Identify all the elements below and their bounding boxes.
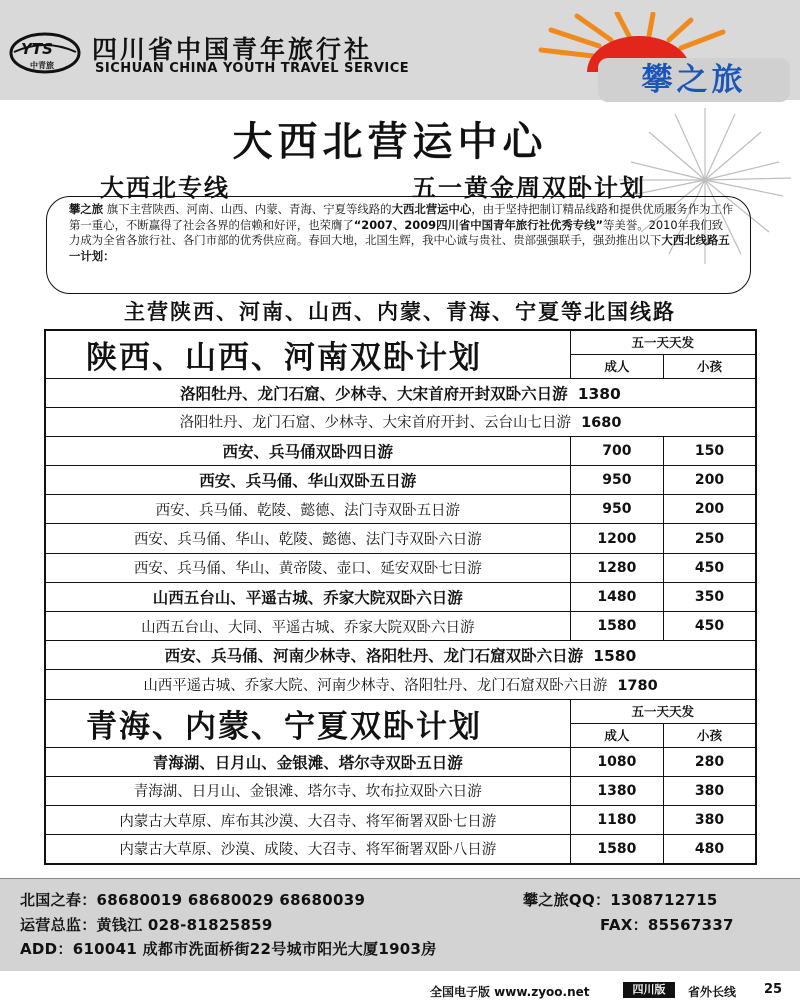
route-price: 1580 <box>593 647 637 666</box>
footer-phone-line: 北国之春：68680019 68680029 68680039 <box>20 891 366 909</box>
child-column-header: 小孩 <box>664 723 756 747</box>
bottom-strip <box>0 979 800 1000</box>
table-row <box>45 407 756 436</box>
child-price: 150 <box>664 436 756 465</box>
child-column-header: 小孩 <box>664 354 756 378</box>
subtitle-northwest-line: 大西北专线 <box>100 174 230 202</box>
adult-price: 1580 <box>570 612 663 641</box>
org-name-cn: 四川省中国青年旅行社 <box>92 35 373 64</box>
table-row <box>45 670 756 699</box>
table-row <box>45 378 756 407</box>
table-row <box>45 582 756 611</box>
intro-brand: 攀之旅 <box>69 202 104 216</box>
route-name: 西安、兵马俑、华山、黄帝陵、壶口、延安双卧七日游 <box>45 553 570 582</box>
footer-address: ADD：610041 成都市洗面桥街22号城市阳光大厦1903房 <box>20 940 437 958</box>
route-name: 洛阳牡丹、龙门石窟、少林寺、大宋首府开封、云台山七日游 <box>179 415 572 432</box>
route-name: 内蒙古大草原、库布其沙漠、大召寺、将军衙署双卧七日游 <box>45 805 570 834</box>
section-title: 青海、内蒙、宁夏双卧计划 <box>45 699 570 747</box>
subtitle-mayday-plan: 五一黄金周双卧计划 <box>412 174 646 202</box>
table-row <box>45 641 756 670</box>
footer-fax: FAX：85567337 <box>600 916 734 934</box>
table-row <box>45 612 756 641</box>
route-name: 西安、兵马俑、华山、乾陵、懿德、法门寺双卧六日游 <box>45 524 570 553</box>
child-price: 250 <box>664 524 756 553</box>
svg-text:YTS: YTS <box>21 40 53 58</box>
section-label: 省外长线 <box>688 985 737 999</box>
departure-label: 五一天天发 <box>570 699 756 723</box>
page-number: 25 <box>764 982 783 997</box>
intro-paragraph-box <box>46 196 751 294</box>
route-price: 1380 <box>577 384 621 403</box>
table-row <box>45 805 756 834</box>
child-price: 200 <box>664 466 756 495</box>
route-name: 西安、兵马俑、华山双卧五日游 <box>45 466 570 495</box>
adult-price: 1200 <box>570 524 663 553</box>
child-price: 280 <box>664 747 756 776</box>
adult-price: 1080 <box>570 747 663 776</box>
table-row <box>45 553 756 582</box>
route-name: 青海湖、日月山、金银滩、塔尔寺、坎布拉双卧六日游 <box>45 776 570 805</box>
route-cell-combined <box>45 641 756 670</box>
edition-badge: 四川版 <box>623 982 675 998</box>
adult-column-header: 成人 <box>570 354 663 378</box>
logo-caption: 中青旅 <box>30 61 54 70</box>
route-name: 内蒙古大草原、沙漠、成陵、大召寺、将军衙署双卧八日游 <box>45 835 570 864</box>
table-row <box>45 747 756 776</box>
table-row <box>45 524 756 553</box>
route-name: 洛阳牡丹、龙门石窟、少林寺、大宋首府开封双卧六日游 <box>180 384 568 403</box>
child-price: 480 <box>664 835 756 864</box>
route-cell-combined <box>45 378 756 407</box>
org-name-en: SICHUAN CHINA YOUTH TRAVEL SERVICE <box>95 61 410 76</box>
route-cell-combined <box>45 407 756 436</box>
adult-price: 1380 <box>570 776 663 805</box>
route-cell-combined <box>45 670 756 699</box>
brand-logo-pan-zhi-lv: 攀之旅 <box>598 58 790 102</box>
section-header-row <box>45 699 756 723</box>
cyts-logo-icon <box>8 30 82 76</box>
intro-center-name: 大西北营运中心 <box>391 202 472 216</box>
route-name: 山西五台山、大同、平遥古城、乔家大院双卧六日游 <box>45 612 570 641</box>
section-title: 陕西、山西、河南双卧计划 <box>45 330 570 378</box>
route-name: 西安、兵马俑、乾陵、懿德、法门寺双卧五日游 <box>45 495 570 524</box>
route-name: 青海湖、日月山、金银滩、塔尔寺双卧五日游 <box>45 747 570 776</box>
adult-price: 950 <box>570 495 663 524</box>
adult-column-header: 成人 <box>570 723 663 747</box>
route-name: 西安、兵马俑双卧四日游 <box>45 436 570 465</box>
child-price: 380 <box>664 776 756 805</box>
route-price: 1780 <box>617 677 658 694</box>
adult-price: 700 <box>570 436 663 465</box>
intro-award: “2007、2009四川省中国青年旅行社优秀专线” <box>353 217 604 232</box>
route-name: 山西五台山、平遥古城、乔家大院双卧六日游 <box>45 582 570 611</box>
child-price: 350 <box>664 582 756 611</box>
departure-label: 五一天天发 <box>570 330 756 354</box>
child-price: 450 <box>664 553 756 582</box>
route-price: 1680 <box>581 415 622 432</box>
intro-text-2: ，由于坚持把制订精品线路和提供优质服务作为工作第一重心，不断赢得了社会各界的信赖和好评，也荣膺了 <box>69 202 734 232</box>
table-row <box>45 776 756 805</box>
tour-price-table <box>44 329 757 870</box>
web-edition-label: 全国电子版 www.zyoo.net <box>430 985 590 999</box>
table-row <box>45 495 756 524</box>
table-row <box>45 466 756 495</box>
intro-text-3: 等美誉。2010年我们致力成为全省各旅行社、各门市部的优秀供应商。春回大地，北国生辉，我中心诚与贵社、贵部强强联手，强劲推出以下 <box>69 217 724 248</box>
adult-price: 950 <box>570 466 663 495</box>
adult-price: 1180 <box>570 805 663 834</box>
footer-director: 运营总监：黄钱江 028-81825859 <box>20 916 273 934</box>
child-price: 380 <box>664 805 756 834</box>
table-row <box>45 835 756 864</box>
route-name: 山西平遥古城、乔家大院、河南少林寺、洛阳牡丹、龙门石窟双卧六日游 <box>143 677 608 694</box>
child-price: 450 <box>664 612 756 641</box>
route-name: 西安、兵马俑、河南少林寺、洛阳牡丹、龙门石窟双卧六日游 <box>164 647 584 666</box>
main-title: 大西北营运中心 <box>232 119 548 165</box>
intro-plan: 大西北线路五一计划： <box>69 233 730 263</box>
intro-text-1: 旗下主营陕西、河南、山西、内蒙、青海、宁夏等线路的 <box>103 202 392 216</box>
footer-qq: 攀之旅QQ：1308712715 <box>523 891 718 909</box>
adult-price: 1280 <box>570 553 663 582</box>
child-price: 200 <box>664 495 756 524</box>
section-header-row <box>45 330 756 354</box>
adult-price: 1480 <box>570 582 663 611</box>
table-row <box>45 436 756 465</box>
adult-price: 1580 <box>570 835 663 864</box>
main-routes-headline: 主营陕西、河南、山西、内蒙、青海、宁夏等北国线路 <box>124 300 676 324</box>
